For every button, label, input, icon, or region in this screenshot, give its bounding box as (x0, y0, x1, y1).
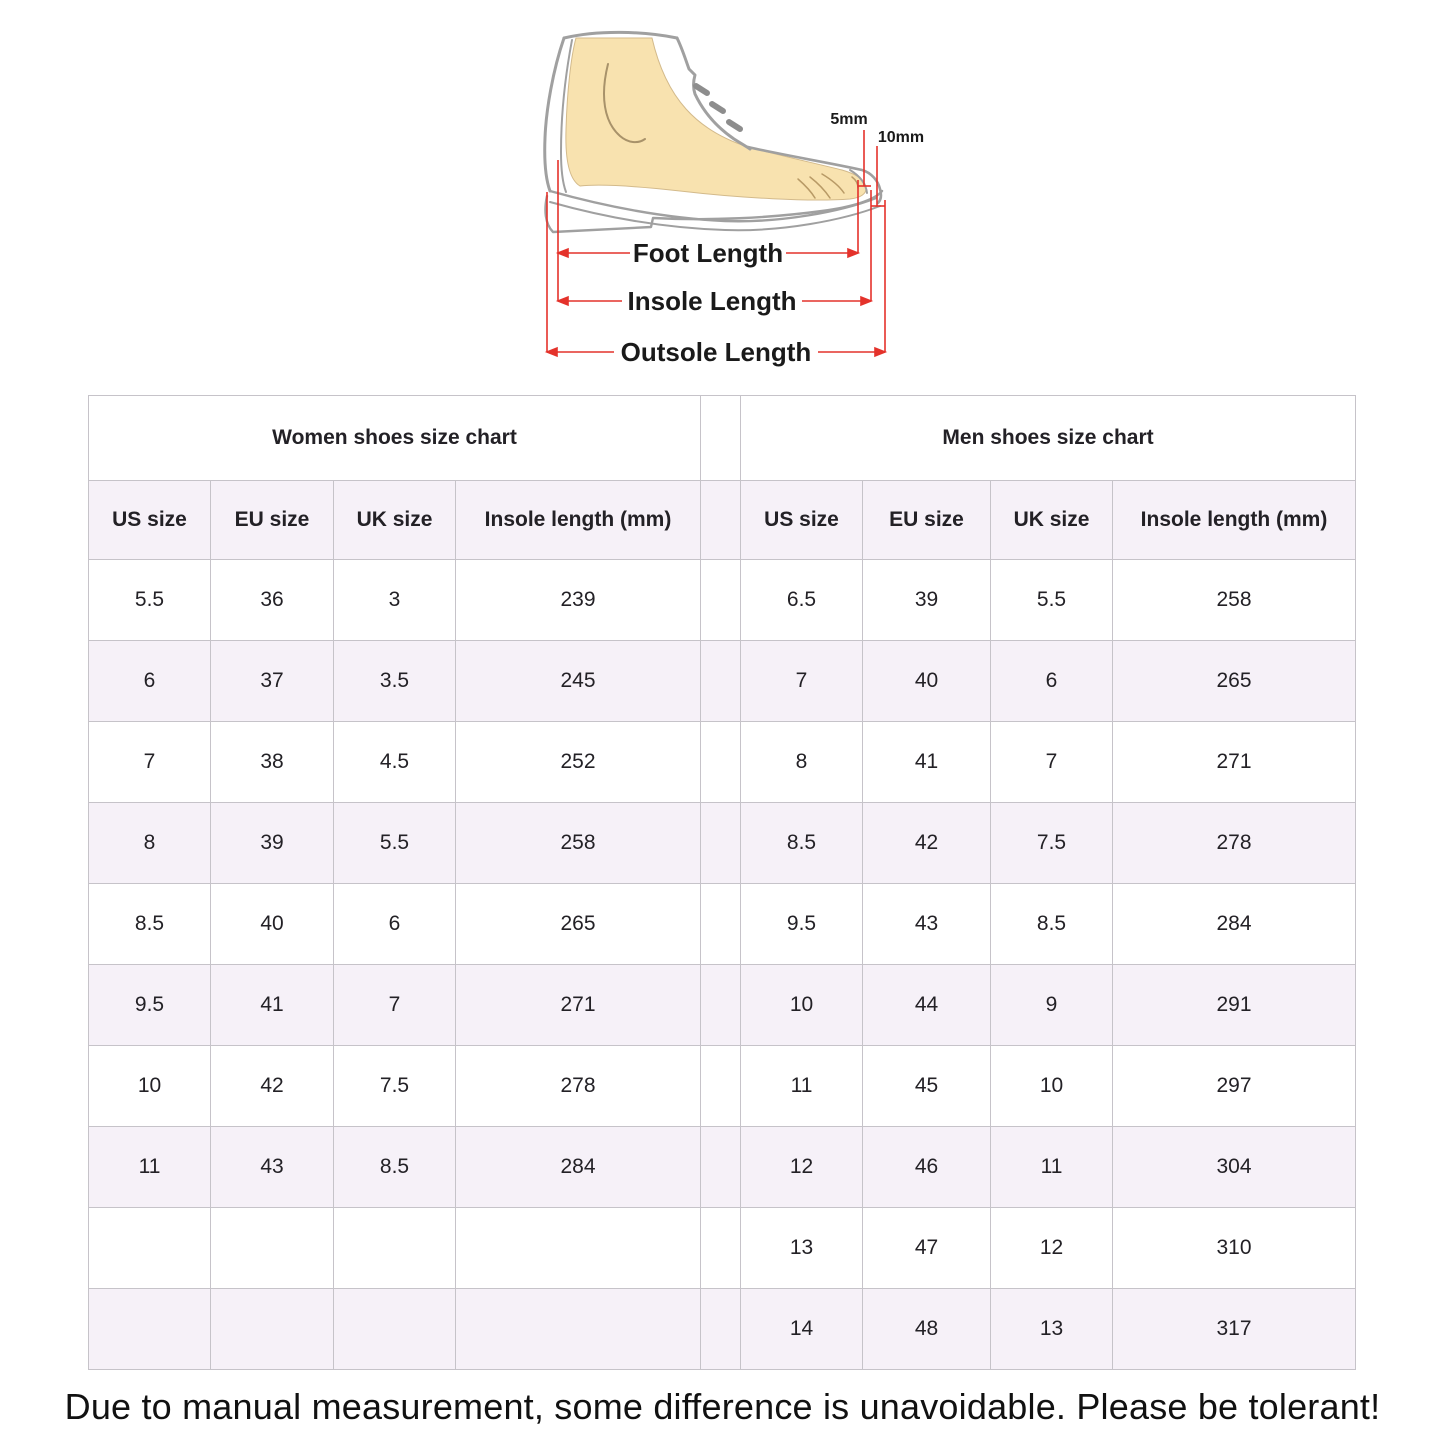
size-cell: 8.5 (89, 884, 211, 965)
size-cell: 278 (1113, 803, 1356, 884)
spacer-cell (701, 803, 741, 884)
foot-length-label: Foot Length (632, 238, 784, 268)
size-cell: 38 (211, 722, 334, 803)
size-cell: 42 (863, 803, 991, 884)
size-cell: 310 (1113, 1208, 1356, 1289)
size-cell: 9.5 (89, 965, 211, 1046)
size-cell: 12 (741, 1127, 863, 1208)
size-cell: 258 (456, 803, 701, 884)
size-cell: 258 (1113, 560, 1356, 641)
size-cell: 48 (863, 1289, 991, 1370)
women-table-title: Women shoes size chart (89, 396, 701, 481)
spacer-cell (701, 1289, 741, 1370)
size-cell: 14 (741, 1289, 863, 1370)
size-cell: 8.5 (991, 884, 1113, 965)
size-cell: 297 (1113, 1046, 1356, 1127)
spacer-cell (701, 1127, 741, 1208)
size-cell: 13 (991, 1289, 1113, 1370)
size-cell: 7 (89, 722, 211, 803)
size-cell: 245 (456, 641, 701, 722)
size-cell (334, 1208, 456, 1289)
size-cell (89, 1289, 211, 1370)
size-cell: 37 (211, 641, 334, 722)
spacer-cell (701, 722, 741, 803)
size-cell: 44 (863, 965, 991, 1046)
men-col-us: US size (741, 481, 863, 560)
men-col-uk: UK size (991, 481, 1113, 560)
size-cell: 7 (741, 641, 863, 722)
size-cell: 10 (89, 1046, 211, 1127)
size-cell: 43 (863, 884, 991, 965)
size-cell: 9 (991, 965, 1113, 1046)
size-cell: 41 (211, 965, 334, 1046)
insole-length-label: Insole Length (627, 286, 797, 316)
size-cell: 265 (456, 884, 701, 965)
size-cell: 3 (334, 560, 456, 641)
spacer-cell (701, 641, 741, 722)
size-cell: 43 (211, 1127, 334, 1208)
men-col-insole: Insole length (mm) (1113, 481, 1356, 560)
gap-10mm-label: 10mm (877, 129, 925, 146)
table-title-row (89, 396, 1356, 481)
size-cell: 8.5 (741, 803, 863, 884)
size-cell: 40 (863, 641, 991, 722)
size-cell: 5.5 (89, 560, 211, 641)
men-table-title: Men shoes size chart (741, 396, 1356, 481)
size-cell: 239 (456, 560, 701, 641)
size-cell: 5.5 (991, 560, 1113, 641)
size-cell: 8 (741, 722, 863, 803)
size-row (89, 641, 1356, 722)
size-cell (456, 1208, 701, 1289)
size-cell: 40 (211, 884, 334, 965)
measurement-note: Due to manual measurement, some difference is unavoidable. Please be tolerant! (64, 1386, 1381, 1427)
size-cell: 7 (991, 722, 1113, 803)
size-cell: 7.5 (334, 1046, 456, 1127)
women-col-us: US size (89, 481, 211, 560)
size-cell (89, 1208, 211, 1289)
size-cell: 7 (334, 965, 456, 1046)
table-header-row (89, 481, 1356, 560)
size-cell: 3.5 (334, 641, 456, 722)
size-row (89, 1289, 1356, 1370)
size-cell: 4.5 (334, 722, 456, 803)
size-row (89, 803, 1356, 884)
size-cell: 10 (991, 1046, 1113, 1127)
spacer-cell (701, 396, 741, 481)
gap-5mm-label: 5mm (830, 111, 868, 128)
size-cell (211, 1208, 334, 1289)
spacer-cell (701, 1208, 741, 1289)
spacer-cell (701, 884, 741, 965)
size-row (89, 722, 1356, 803)
size-cell: 284 (456, 1127, 701, 1208)
size-row (89, 1046, 1356, 1127)
size-cell: 39 (863, 560, 991, 641)
size-cell: 6 (334, 884, 456, 965)
size-cell: 7.5 (991, 803, 1113, 884)
spacer-cell (701, 560, 741, 641)
spacer-cell (701, 965, 741, 1046)
size-cell: 41 (863, 722, 991, 803)
size-cell: 5.5 (334, 803, 456, 884)
size-cell: 278 (456, 1046, 701, 1127)
foot-shape (566, 38, 866, 200)
size-cell: 317 (1113, 1289, 1356, 1370)
size-cell: 11 (991, 1127, 1113, 1208)
size-cell: 265 (1113, 641, 1356, 722)
size-cell: 39 (211, 803, 334, 884)
size-cell: 8 (89, 803, 211, 884)
women-col-uk: UK size (334, 481, 456, 560)
size-cell: 284 (1113, 884, 1356, 965)
size-cell: 291 (1113, 965, 1356, 1046)
size-cell: 252 (456, 722, 701, 803)
size-row (89, 560, 1356, 641)
size-cell: 10 (741, 965, 863, 1046)
size-cell: 42 (211, 1046, 334, 1127)
size-cell: 6 (991, 641, 1113, 722)
size-cell (334, 1289, 456, 1370)
women-col-eu: EU size (211, 481, 334, 560)
size-cell: 9.5 (741, 884, 863, 965)
size-row (89, 1208, 1356, 1289)
size-cell: 271 (456, 965, 701, 1046)
size-cell (211, 1289, 334, 1370)
men-col-eu: EU size (863, 481, 991, 560)
women-col-insole: Insole length (mm) (456, 481, 701, 560)
size-cell: 12 (991, 1208, 1113, 1289)
size-cell: 36 (211, 560, 334, 641)
size-cell: 11 (89, 1127, 211, 1208)
outsole-length-label: Outsole Length (620, 337, 812, 367)
size-cell: 11 (741, 1046, 863, 1127)
shoes-size-table (88, 395, 1356, 1370)
size-cell: 6.5 (741, 560, 863, 641)
size-cell: 271 (1113, 722, 1356, 803)
size-cell: 46 (863, 1127, 991, 1208)
size-cell: 45 (863, 1046, 991, 1127)
size-cell: 6 (89, 641, 211, 722)
size-cell: 304 (1113, 1127, 1356, 1208)
size-cell: 8.5 (334, 1127, 456, 1208)
size-cell (456, 1289, 701, 1370)
size-row (89, 1127, 1356, 1208)
spacer-cell (701, 1046, 741, 1127)
size-row (89, 965, 1356, 1046)
spacer-cell (701, 481, 741, 560)
shoe-measurement-diagram (520, 12, 940, 376)
size-cell: 13 (741, 1208, 863, 1289)
size-cell: 47 (863, 1208, 991, 1289)
size-row (89, 884, 1356, 965)
